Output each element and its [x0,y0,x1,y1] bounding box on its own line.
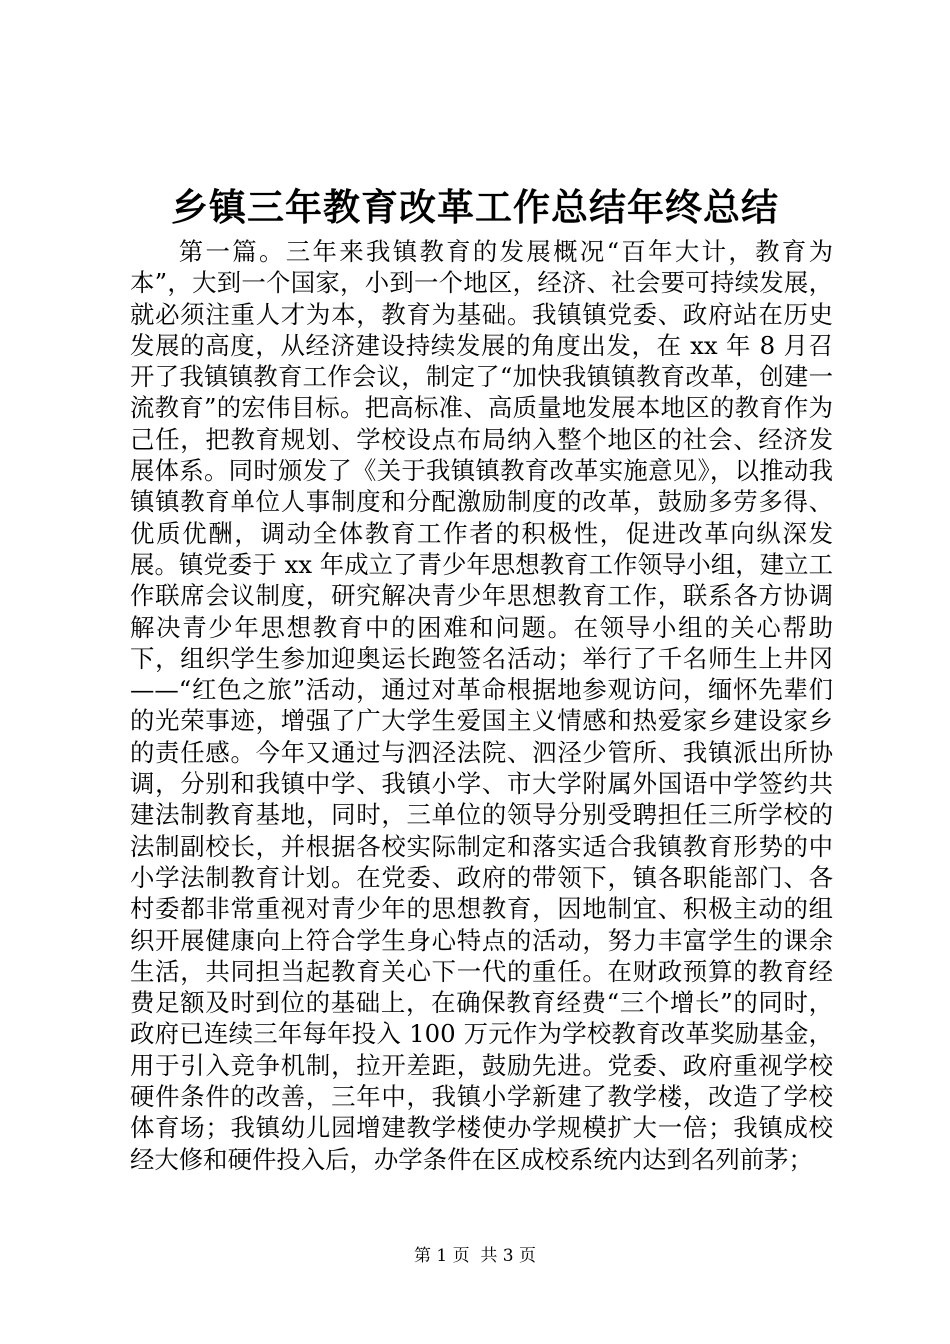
page-number-footer: 第 1 页 共 3 页 [413,1246,537,1266]
document-title: 乡镇三年教育改革工作总结年终总结 [171,186,779,229]
document-body-paragraph: 第一篇。三年来我镇教育的发展概况“百年大计，教育为本”，大到一个国家，小到一个地区，经济、社会要可持续发展，就必须注重人才为本，教育为基础。我镇镇党委、政府站在历史发展的高度，从经济建设持续发展的角度出发，在 xx 年 8 月召开了我镇镇教育工作会议，制定了“加快我镇镇教育改革，创建一流教育”的宏伟目标。把高标准、高质量地发展本地区的教育作为己任，把教育规划、学校设点布局纳入整个地区的社会、经济发展体系。同时颁发了《关于我镇镇教育改革实施意见》，以推动我镇镇教育单位人事制度和分配激励制度的改革，鼓励多劳多得、优质优酬，调动全体教育工作者的积极性，促进改革向纵深发展。镇党委于 xx 年成立了青少年思想教育工作领导小组，建立工作联席会议制度，研究解决青少年思想教育工作，联系各方协调解决青少年思想教育中的困难和问题。在领导小组的关心帮助下，组织学生参加迎奥运长跑签名活动；举行了千名师生上井冈——“红色之旅”活动，通过对革命根据地参观访问，缅怀先辈们的光荣事迹，增强了广大学生爱国主义情感和热爱家乡建设家乡的责任感。今年又通过与泗泾法院、泗泾少管所、我镇派出所协调，分别和我镇中学、我镇小学、市大学附属外国语中学签约共建法制教育基地，同时，三单位的领导分别受聘担任三所学校的法制副校长，并根据各校实际制定和落实适合我镇教育形势的中小学法制教育计划。在党委、政府的带领下，镇各职能部门、各村委都非常重视对青少年的思想教育，因地制宜、积极主动的组织开展健康向上符合学生身心特点的活动，努力丰富学生的课余生活，共同担当起教育关心下一代的重任。在财政预算的教育经费足额及时到位的基础上，在确保教育经费“三个增长”的同时，政府已连续三年每年投入 100 万元作为学校教育改革奖励基金，用于引入竞争机制，拉开差距，鼓励先进。党委、政府重视学校硬件条件的改善，三年中，我镇小学新建了教学楼，改造了学校体育场；我镇幼儿园增建教学楼使办学规模扩大一倍；我镇成校经大修和硬件投入后，办学条件在区成校系统内达到名列前茅； [130,237,833,1174]
